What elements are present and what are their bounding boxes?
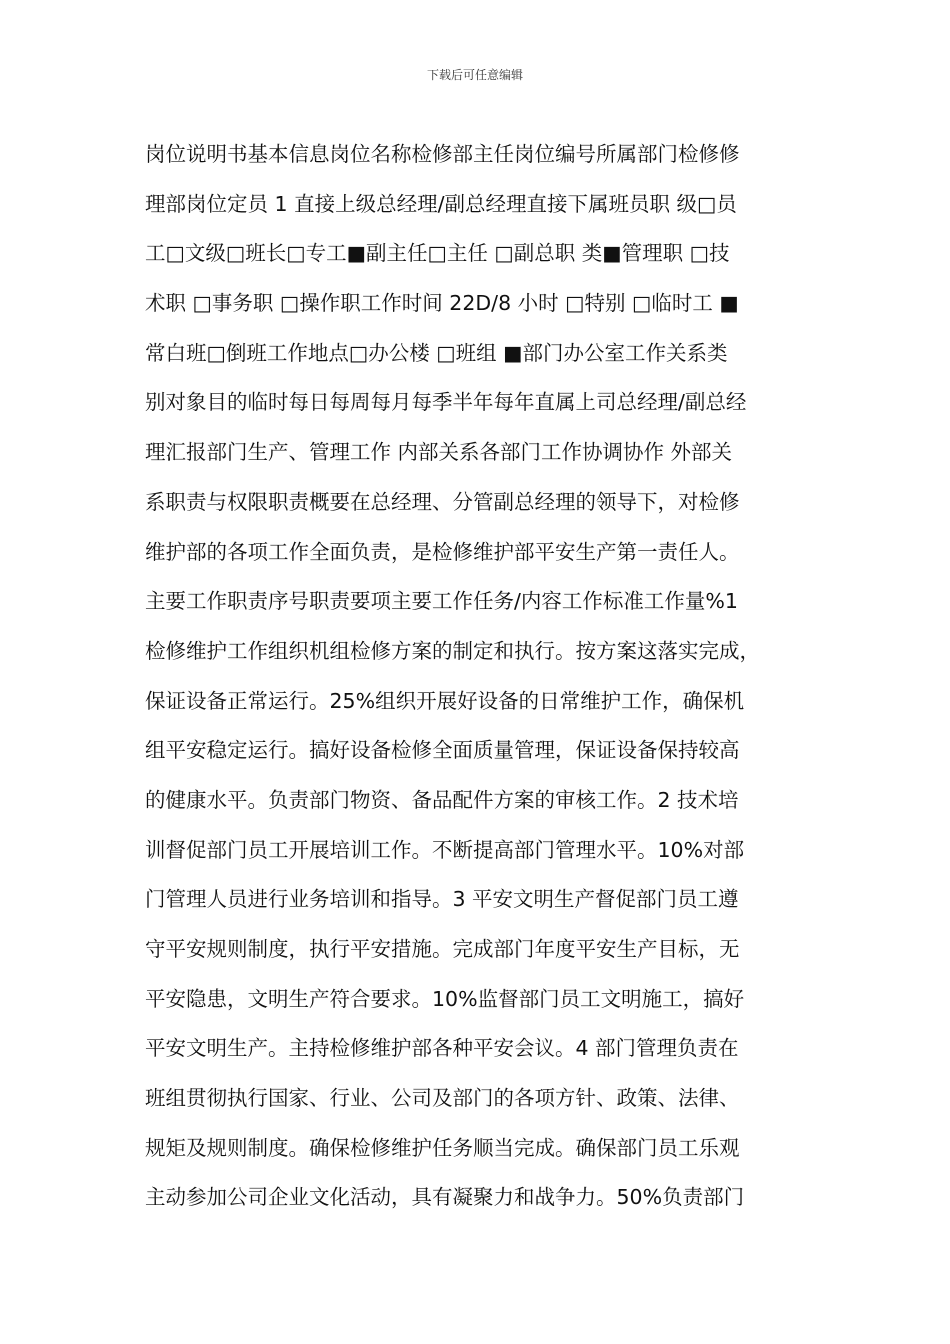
text-line: 守平安规则制度，执行平安措施。完成部门年度平安生产目标，无 (145, 937, 740, 961)
text-line: 平安文明生产。主持检修维护部各种平安会议。4 部门管理负责在 (145, 1036, 739, 1061)
text-line: 的健康水平。负责部门物资、备品配件方案的审核工作。2 技术培 (145, 787, 739, 812)
text-line: 保证设备正常运行。25%组织开展好设备的日常维护工作，确保机 (145, 688, 745, 713)
text-line: 理汇报部门生产、管理工作 内部关系各部门工作协调协作 外部关 (145, 440, 733, 465)
text-line: 主动参加公司企业文化活动，具有凝聚力和战争力。50%负责部门 (145, 1185, 745, 1210)
text-line: 术职 □事务职 □操作职工作时间 22D/8 小时 □特别 □临时工 ■ (145, 291, 739, 316)
text-line: 检修维护工作组织机组检修方案的制定和执行。按方案这落实完成， (145, 638, 760, 663)
text-line: 常白班□倒班工作地点□办公楼 □班组 ■部门办公室工作关系类 (145, 340, 728, 365)
text-line: 工□文级□班长□专工■副主任□主任 □副总职 类■管理职 □技 (145, 241, 730, 266)
text-line: 规矩及规则制度。确保检修维护任务顺当完成。确保部门员工乐观 (145, 1135, 740, 1160)
text-line: 别对象目的临时每日每周每月每季半年每年直属上司总经理/副总经 (145, 390, 747, 415)
document-body (145, 130, 817, 1223)
text-line: 主要工作职责序号职责要项主要工作任务/内容工作标准工作量%1 (145, 589, 738, 614)
text-line: 平安隐患，文明生产符合要求。10%监督部门员工文明施工，搞好 (145, 986, 745, 1011)
text-line: 理部岗位定员 1 直接上级总经理/副总经理直接下属班员职 级□员 (145, 191, 737, 216)
text-line: 系职责与权限职责概要在总经理、分管副总经理的领导下，对检修 (145, 489, 740, 514)
page-header-note: 下载后可任意编辑 (426, 68, 523, 82)
text-line: 训督促部门员工开展培训工作。不断提高部门管理水平。10%对部 (145, 837, 745, 862)
text-line: 组平安稳定运行。搞好设备检修全面质量管理，保证设备保持较高 (145, 738, 740, 763)
text-line: 岗位说明书基本信息岗位名称检修部主任岗位编号所属部门检修修 (145, 142, 740, 166)
text-line: 维护部的各项工作全面负责，是检修维护部平安生产第一责任人。 (145, 539, 740, 564)
text-line: 门管理人员进行业务培训和指导。3 平安文明生产督促部门员工遵 (145, 887, 739, 912)
text-line: 班组贯彻执行国家、行业、公司及部门的各项方针、政策、法律、 (145, 1086, 740, 1111)
